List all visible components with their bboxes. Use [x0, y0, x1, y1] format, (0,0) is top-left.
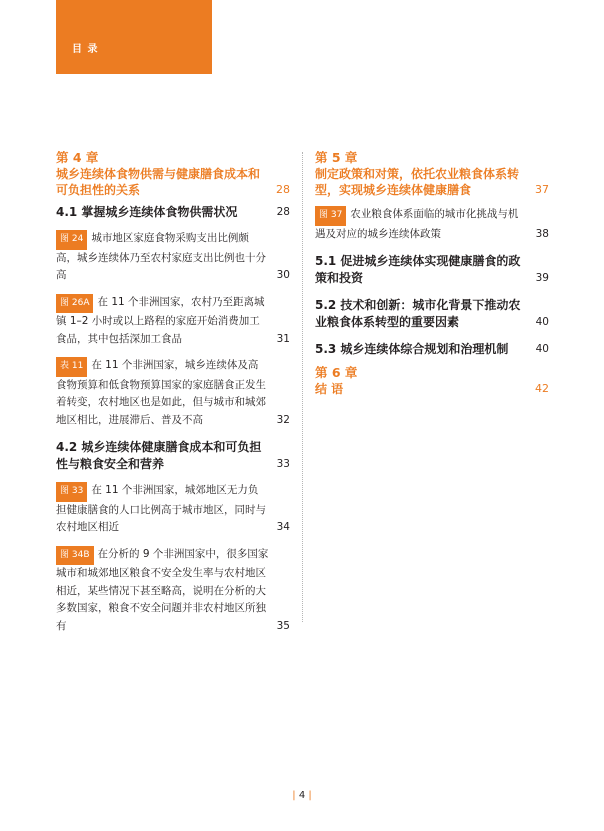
figure-page: 35	[276, 619, 290, 632]
chapter-5-title: 制定政策和对策，依托农业粮食体系转型，实现城乡连续体健康膳食	[315, 167, 520, 197]
section-4-2[interactable]	[56, 439, 290, 473]
chapter-5-row[interactable]	[315, 166, 549, 198]
column-divider	[302, 152, 303, 622]
section-5-2[interactable]	[315, 297, 549, 331]
header-tab	[56, 0, 212, 74]
figure-page: 31	[276, 332, 290, 345]
chapter-5-label: 第 5 章	[315, 150, 358, 165]
section-4-1[interactable]	[56, 204, 290, 221]
section-title: 5.2 技术和创新：城市化背景下推动农业粮食体系转型的重要因素	[315, 298, 521, 329]
figure-33-entry[interactable]	[56, 482, 290, 537]
toc-heading: 目 录	[72, 44, 99, 55]
figure-caption: 在分析的 9 个非洲国家中，很多国家城市和城郊地区粮食不安全发生率与农村地区相近，某些情况下甚至略高，说明在分析的大多数国家，粮食不安全问题并非农村地区所独有	[56, 547, 269, 632]
page-number: 4	[298, 790, 306, 801]
figure-page: 34	[276, 521, 290, 533]
chapter-6-title: 结 语	[315, 382, 344, 396]
figure-34b-entry[interactable]	[56, 546, 290, 636]
section-5-1[interactable]	[315, 253, 549, 287]
table-11-entry[interactable]	[56, 357, 290, 429]
figure-caption: 在 11 个非洲国家，城乡连续体及高食物预算和低食物预算国家的家庭膳食正发生着转变，农村地区也是如此，但与城市和城郊地区相比，进展滞后、普及不高	[56, 359, 266, 426]
chapter-5-page: 37	[535, 183, 549, 196]
figure-entry-text	[56, 230, 277, 285]
toc-left-column	[56, 150, 290, 635]
figure-tag: 图 33	[56, 482, 87, 502]
figure-24-entry[interactable]	[56, 230, 290, 285]
chapter-4-page: 28	[276, 183, 290, 196]
page-footer	[0, 790, 604, 801]
section-page: 33	[276, 458, 290, 470]
figure-entry-text	[56, 546, 277, 636]
toc-right-column	[315, 150, 549, 397]
figure-page: 38	[535, 227, 549, 240]
section-5-3[interactable]	[315, 341, 549, 358]
figure-caption: 在 11 个非洲国家，城郊地区无力负担健康膳食的人口比例高于城市地区，同时与农村地区相近	[56, 484, 266, 533]
section-page: 28	[276, 206, 290, 218]
chapter-6-page: 42	[535, 382, 549, 395]
chapter-6-label: 第 6 章	[315, 365, 358, 380]
chapter-6-row[interactable]	[315, 381, 549, 397]
figure-caption: 在 11 个非洲国家，农村乃至距离城镇 1–2 小时或以上路程的家庭开始消费加工食品，其中包括深加工食品	[56, 295, 265, 345]
section-title: 5.1 促进城乡连续体实现健康膳食的政策和投资	[315, 254, 521, 285]
table-tag: 表 11	[56, 357, 87, 377]
section-title: 4.1 掌握城乡连续体食物供需状况	[56, 205, 238, 219]
figure-tag: 图 26A	[56, 294, 93, 314]
figure-entry-text	[56, 357, 277, 429]
figure-caption: 城市地区家庭食物采购支出比例颇高，城乡连续体乃至农村家庭支出比例也十分高	[56, 232, 266, 281]
figure-tag: 图 37	[315, 206, 346, 226]
figure-tag: 图 24	[56, 230, 87, 250]
section-title: 5.3 城乡连续体综合规划和治理机制	[315, 342, 509, 356]
figure-page: 30	[276, 269, 290, 281]
footer-bar-left: |	[292, 790, 296, 801]
chapter-4-row[interactable]	[56, 166, 290, 198]
figure-tag: 图 34B	[56, 546, 94, 566]
figure-26a-entry[interactable]	[56, 294, 290, 349]
section-page: 40	[535, 316, 549, 328]
chapter-4-label: 第 4 章	[56, 150, 99, 165]
figure-entry-text	[56, 294, 277, 349]
section-title: 4.2 城乡连续体健康膳食成本和可负担性与粮食安全和营养	[56, 440, 262, 471]
section-page: 40	[535, 343, 549, 355]
figure-caption: 农业粮食体系面临的城市化挑战与机遇及对应的城乡连续体政策	[315, 208, 519, 240]
figure-37-entry[interactable]	[315, 206, 549, 243]
footer-bar-right: |	[308, 790, 312, 801]
figure-entry-text	[56, 482, 277, 537]
figure-entry-text	[315, 206, 536, 243]
section-page: 39	[535, 272, 549, 284]
chapter-4-title: 城乡连续体食物供需与健康膳食成本和可负担性的关系	[56, 167, 261, 197]
figure-page: 32	[276, 413, 290, 426]
